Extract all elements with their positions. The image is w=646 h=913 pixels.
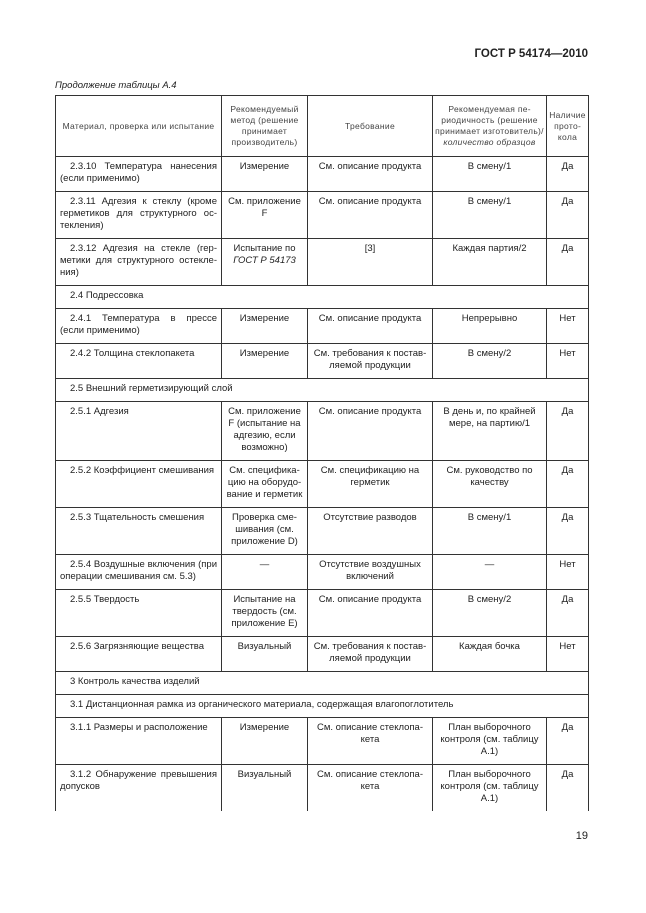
cell-requirement: См. описание продукта xyxy=(308,590,433,637)
cell-requirement: См. спецификацию на герметик xyxy=(308,461,433,508)
table-row xyxy=(56,157,589,192)
cell-frequency: Каждая партия/2 xyxy=(433,239,547,286)
table-row xyxy=(56,590,589,637)
standard-number: ГОСТ Р 54174—2010 xyxy=(474,48,588,60)
cell-requirement: См. описание продукта xyxy=(308,402,433,461)
table-row xyxy=(56,555,589,590)
cell-method: Испытание на твердость (см. приложение E) xyxy=(222,590,308,637)
cell-material xyxy=(56,590,222,637)
cell-frequency: Каждая бочка xyxy=(433,637,547,672)
cell-frequency: План выборочного контроля (см. таблицу А.1) xyxy=(433,765,547,812)
cell-requirement: См. описание продукта xyxy=(308,309,433,344)
cell-frequency: План выборочного контроля (см. таблицу А.1) xyxy=(433,718,547,765)
table-caption: Продолжение таблицы А.4 xyxy=(55,80,177,91)
cell-material xyxy=(56,344,222,379)
section-title: 2.4 Подрессовка xyxy=(56,286,589,309)
cell-material xyxy=(56,718,222,765)
table-row xyxy=(56,402,589,461)
cell-method xyxy=(222,239,308,286)
cell-protocol: Да xyxy=(547,402,589,461)
cell-material xyxy=(56,637,222,672)
cell-material xyxy=(56,239,222,286)
table-row xyxy=(56,765,589,812)
cell-material xyxy=(56,157,222,192)
cell-method: См. спецификацию на оборудование и герметик xyxy=(222,461,308,508)
cell-frequency: Непрерывно xyxy=(433,309,547,344)
cell-method: Измерение xyxy=(222,718,308,765)
cell-method: Измерение xyxy=(222,344,308,379)
material-text: 2.5.1 Адгезия xyxy=(70,406,129,417)
col-header-frequency xyxy=(433,96,547,157)
table-row xyxy=(56,192,589,239)
col-header-material: Материал, проверка или испытание xyxy=(56,96,222,157)
cell-protocol: Нет xyxy=(547,344,589,379)
section-row xyxy=(56,379,589,402)
material-text: 3.1.2 Обнаружение превышения допусков xyxy=(60,769,217,792)
table-row xyxy=(56,461,589,508)
material-text: 2.4.1 Температура в прессе (если применимо) xyxy=(60,313,217,336)
cell-requirement: Отсутствие разводов xyxy=(308,508,433,555)
cell-requirement: См. требования к поставляемой продукции xyxy=(308,637,433,672)
cell-frequency: См. руководство по качеству xyxy=(433,461,547,508)
material-text: 2.5.5 Твердость xyxy=(70,594,140,605)
requirements-table xyxy=(55,95,589,811)
material-text: 2.5.3 Тщательность смешения xyxy=(70,512,205,523)
col-header-frequency-main: Рекомендуемая периодичность (решение принимает изготовитель)/ xyxy=(435,104,544,136)
cell-requirement: См. описание продукта xyxy=(308,192,433,239)
cell-material xyxy=(56,309,222,344)
cell-frequency: — xyxy=(433,555,547,590)
section-title: 3.1 Дистанционная рамка из органического материала, содержащая влагопоглотитель xyxy=(56,695,589,718)
cell-requirement: См. описание стеклопакета xyxy=(308,718,433,765)
table-row xyxy=(56,718,589,765)
cell-method: Измерение xyxy=(222,309,308,344)
col-header-frequency-samples: количество образцов xyxy=(443,137,536,147)
cell-protocol: Да xyxy=(547,508,589,555)
cell-material xyxy=(56,555,222,590)
cell-protocol: Да xyxy=(547,239,589,286)
material-text: 2.3.10 Температура нанесения (если применимо) xyxy=(60,161,217,184)
table-row xyxy=(56,637,589,672)
cell-frequency: В смену/1 xyxy=(433,157,547,192)
table-header-row xyxy=(56,96,589,157)
cell-method: См. приложение F xyxy=(222,192,308,239)
cell-frequency: В день и, по крайней мере, на партию/1 xyxy=(433,402,547,461)
material-text: 3.1.1 Размеры и расположение xyxy=(70,722,208,733)
cell-protocol: Да xyxy=(547,718,589,765)
cell-material xyxy=(56,508,222,555)
section-title: 3 Контроль качества изделий xyxy=(56,672,589,695)
table-row xyxy=(56,344,589,379)
col-header-protocol: Наличие протокола xyxy=(547,96,589,157)
cell-method: Визуальный xyxy=(222,637,308,672)
material-text: 2.5.6 Загрязняющие вещества xyxy=(70,641,205,652)
material-text: 2.5.2 Коэффициент смешивания xyxy=(70,465,215,476)
cell-protocol: Нет xyxy=(547,637,589,672)
table-row xyxy=(56,309,589,344)
cell-protocol: Нет xyxy=(547,555,589,590)
cell-material xyxy=(56,765,222,812)
cell-material xyxy=(56,402,222,461)
material-text: 2.3.12 Адгезия на стекле (герметики для структурного остекления) xyxy=(60,243,217,278)
table-row xyxy=(56,508,589,555)
cell-protocol: Да xyxy=(547,157,589,192)
section-row xyxy=(56,672,589,695)
cell-protocol: Да xyxy=(547,461,589,508)
cell-method: Измерение xyxy=(222,157,308,192)
table-row xyxy=(56,239,589,286)
col-header-method: Рекомендуемый метод (решение принимает производитель) xyxy=(222,96,308,157)
page-number: 19 xyxy=(575,830,588,842)
cell-method: Проверка смешивания (см. приложение D) xyxy=(222,508,308,555)
cell-protocol: Да xyxy=(547,590,589,637)
cell-frequency: В смену/1 xyxy=(433,508,547,555)
cell-method: Визуальный xyxy=(222,765,308,812)
cell-material xyxy=(56,461,222,508)
cell-frequency: В смену/2 xyxy=(433,590,547,637)
method-reference: ГОСТ Р 54173 xyxy=(233,255,296,266)
cell-method: См. приложение F (испытание на адгезию, если возможно) xyxy=(222,402,308,461)
cell-material xyxy=(56,192,222,239)
cell-frequency: В смену/2 xyxy=(433,344,547,379)
cell-requirement: См. описание продукта xyxy=(308,157,433,192)
cell-requirement: См. требования к поставляемой продукции xyxy=(308,344,433,379)
cell-frequency: В смену/1 xyxy=(433,192,547,239)
section-title: 2.5 Внешний герметизирующий слой xyxy=(56,379,589,402)
cell-requirement: См. описание стеклопакета xyxy=(308,765,433,812)
material-text: 2.5.4 Воздушные включения (при операции смешивания см. 5.3) xyxy=(60,559,217,582)
cell-protocol: Да xyxy=(547,192,589,239)
cell-requirement: [3] xyxy=(308,239,433,286)
material-text: 2.4.2 Толщина стеклопакета xyxy=(70,348,195,359)
cell-protocol: Да xyxy=(547,765,589,812)
section-row xyxy=(56,286,589,309)
cell-protocol: Нет xyxy=(547,309,589,344)
table-body xyxy=(56,157,589,812)
section-row xyxy=(56,695,589,718)
col-header-requirement: Требование xyxy=(308,96,433,157)
cell-requirement: Отсутствие воздушных включений xyxy=(308,555,433,590)
cell-method: — xyxy=(222,555,308,590)
method-text: Испытание по xyxy=(233,243,296,254)
material-text: 2.3.11 Адгезия к стеклу (кроме герметиков для структурного остекления) xyxy=(60,196,217,231)
